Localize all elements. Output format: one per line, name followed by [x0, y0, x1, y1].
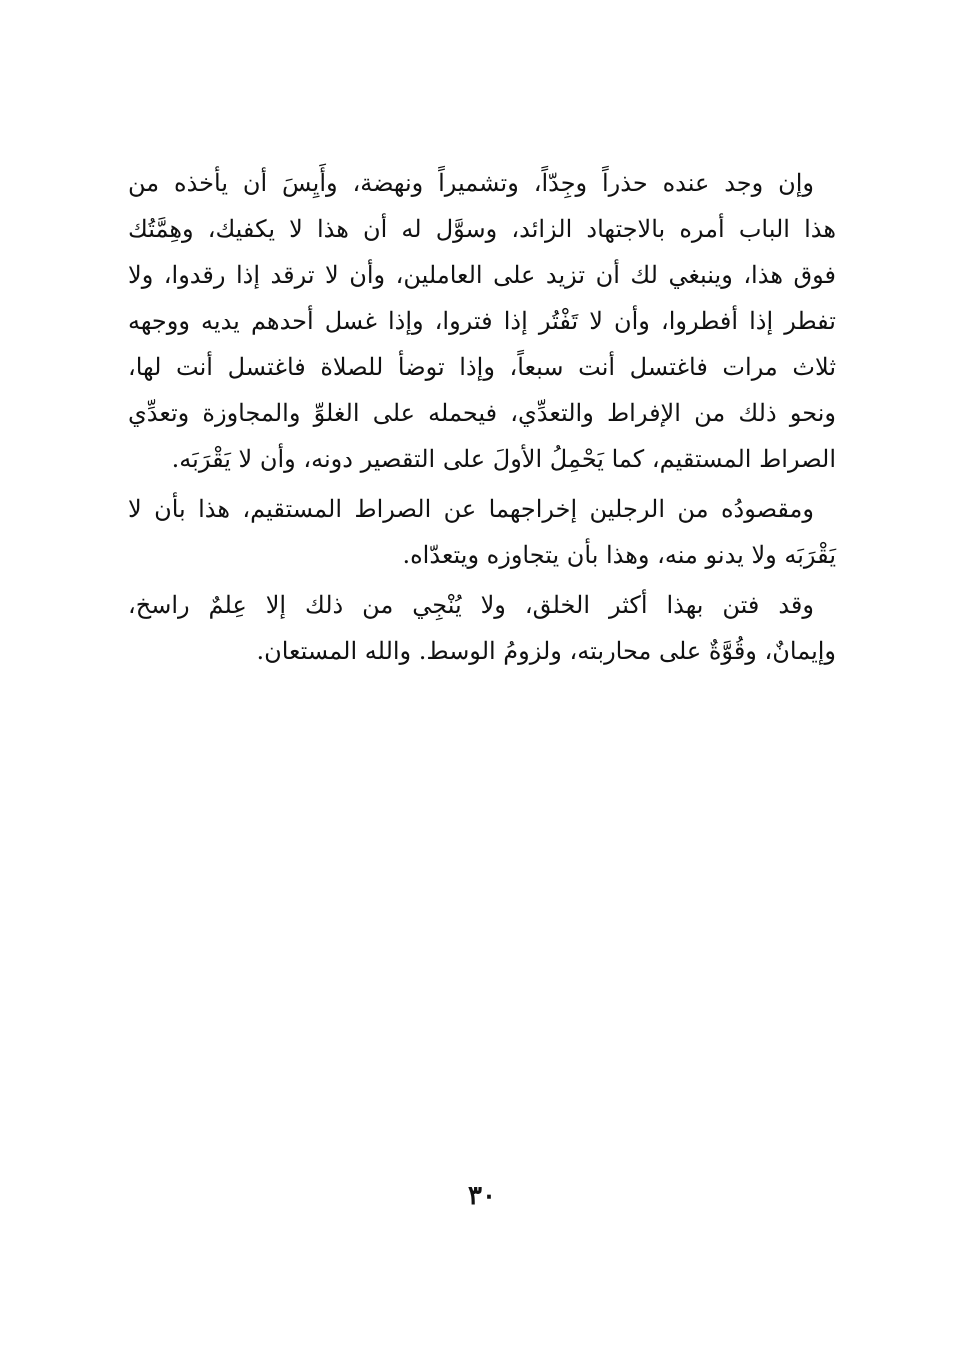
text-line: هذا الباب أمره بالاجتهاد الزائد، وسوَّل له أن هذا لا يكفيك، وهِمَّتُك: [128, 215, 836, 243]
text-line: ومقصودُه من الرجلين إخراجهما عن الصراط المستقيم، هذا بأن لا: [128, 495, 814, 523]
page-number: ٣٠: [468, 1181, 496, 1211]
text-line: فوق هذا، وينبغي لك أن تزيد على العاملين، وأن لا ترقد إذا رقدوا، ولا: [128, 261, 836, 289]
text-line: وقد فتن بهذا أكثر الخلق، ولا يُنْجِي من ذلك إلا عِلمٌ راسخ،: [128, 591, 814, 619]
text-line: يَقْرَبَه ولا يدنو منه، وهذا بأن يتجاوزه ويتعدّاه.: [402, 541, 836, 569]
text-line: وإن وجد عنده حذراً وجِدّاً، وتشميراً ونهضة، وأَيِسَ أن يأخذه من: [128, 169, 814, 197]
text-line: ثلاث مرات فاغتسل أنت سبعاً، وإذا توضأ للصلاة فاغتسل أنت لها،: [128, 353, 836, 381]
text-line: تفطر إذا أفطروا، وأن لا تَفْتُر إذا فتروا، وإذا غسل أحدهم يديه ووجهه: [128, 307, 836, 335]
paragraph-1: [128, 160, 836, 482]
text-line: ونحو ذلك من الإفراط والتعدِّي، فيحمله على الغلوِّ والمجاوزة وتعدِّي: [128, 399, 836, 427]
paragraph-3: [128, 582, 836, 674]
text-line: وإيمانٌ، وقُوَّةٌ على محاربته، ولزومُ الوسط. والله المستعان.: [256, 637, 836, 665]
text-line: الصراط المستقيم، كما يَحْمِلُ الأولَ على التقصير دونه، وأن لا يَقْرَبَه.: [171, 445, 836, 473]
paragraph-2: [128, 486, 836, 578]
body-text: [128, 160, 836, 674]
